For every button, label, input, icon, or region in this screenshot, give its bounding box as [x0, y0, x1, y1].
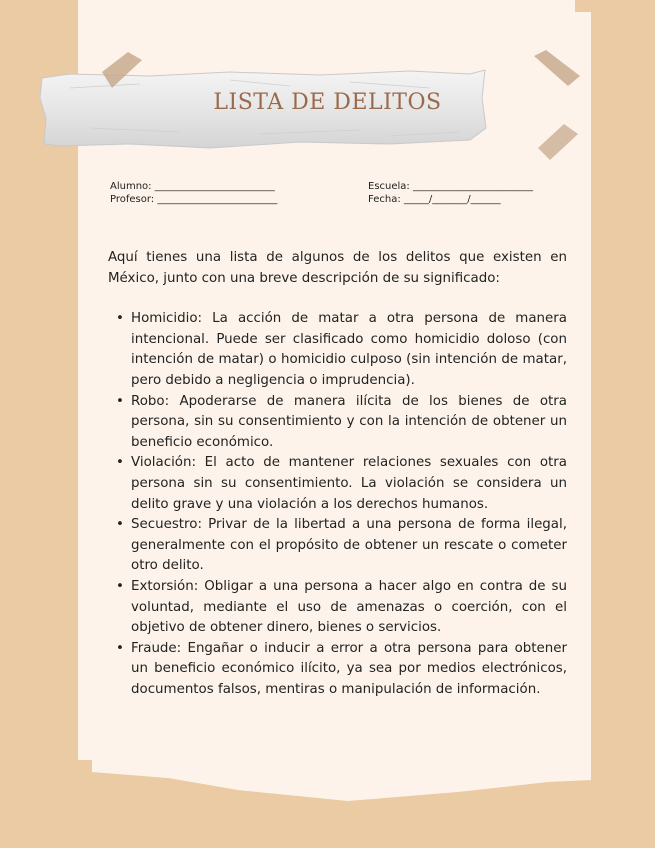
list-item-text: Extorsión: Obligar a una persona a hacer algo en contra de su voluntad, mediante el uso de amenazas o coerción, con el objetivo de obtener dinero, bienes o servicios. [131, 578, 567, 636]
bullet-icon: • [116, 517, 124, 533]
escuela-line[interactable]: ________________________ [412, 181, 533, 192]
fecha-line[interactable]: _____/_______/______ [403, 194, 501, 205]
list-item [116, 453, 567, 515]
list-item [116, 515, 567, 577]
alumno-label: Alumno: [110, 181, 152, 192]
fecha-field[interactable] [368, 193, 501, 207]
intro-paragraph: Aquí tienes una lista de algunos de los delitos que existen en México, junto con una breve descripción de su significado: [108, 250, 567, 286]
list-item-text: Homicidio: La acción de matar a otra persona de manera intencional. Puede ser clasificado como homicidio doloso (con intención de matar) o homicidio culposo (sin intención de matar, pero debido a negligencia o imprudencia). [131, 311, 567, 388]
bullet-icon: • [116, 455, 124, 471]
tape-top-right [530, 50, 582, 94]
main-content [108, 248, 567, 700]
bullet-icon: • [116, 393, 124, 409]
fecha-label: Fecha: [368, 194, 401, 205]
profesor-line[interactable]: ________________________ [157, 194, 278, 205]
list-item [116, 577, 567, 639]
bullet-icon: • [116, 640, 124, 656]
profesor-label: Profesor: [110, 194, 155, 205]
tape-bottom-right [534, 122, 582, 166]
alumno-field[interactable] [110, 180, 275, 194]
bullet-icon: • [116, 311, 124, 327]
list-item-text: Violación: El acto de mantener relaciones sexuales con otra persona sin su consentimiento. La violación se considera un delito grave y una violación a los derechos humanos. [131, 455, 567, 512]
page-title: LISTA DE DELITOS [213, 90, 442, 115]
escuela-label: Escuela: [368, 181, 410, 192]
list-item-text: Fraude: Engañar o inducir a error a otra persona para obtener un beneficio económico ilícito, ya sea por medios electrónicos, documentos falsos, mentiras o manipulación de información. [131, 640, 567, 697]
profesor-field[interactable] [110, 193, 277, 207]
alumno-line[interactable]: ________________________ [154, 181, 275, 192]
escuela-field[interactable] [368, 180, 533, 194]
list-item [116, 639, 567, 701]
list-item [116, 309, 567, 391]
bullet-icon: • [116, 578, 124, 594]
list-item-text: Robo: Apoderarse de manera ilícita de los bienes de otra persona, sin su consentimiento y con la intención de obtener un beneficio económico. [131, 393, 567, 450]
crime-list [108, 309, 567, 700]
list-item [116, 392, 567, 454]
list-item-text: Secuestro: Privar de la libertad a una persona de forma ilegal, generalmente con el propósito de obtener un rescate o cometer otro delito. [131, 517, 567, 574]
